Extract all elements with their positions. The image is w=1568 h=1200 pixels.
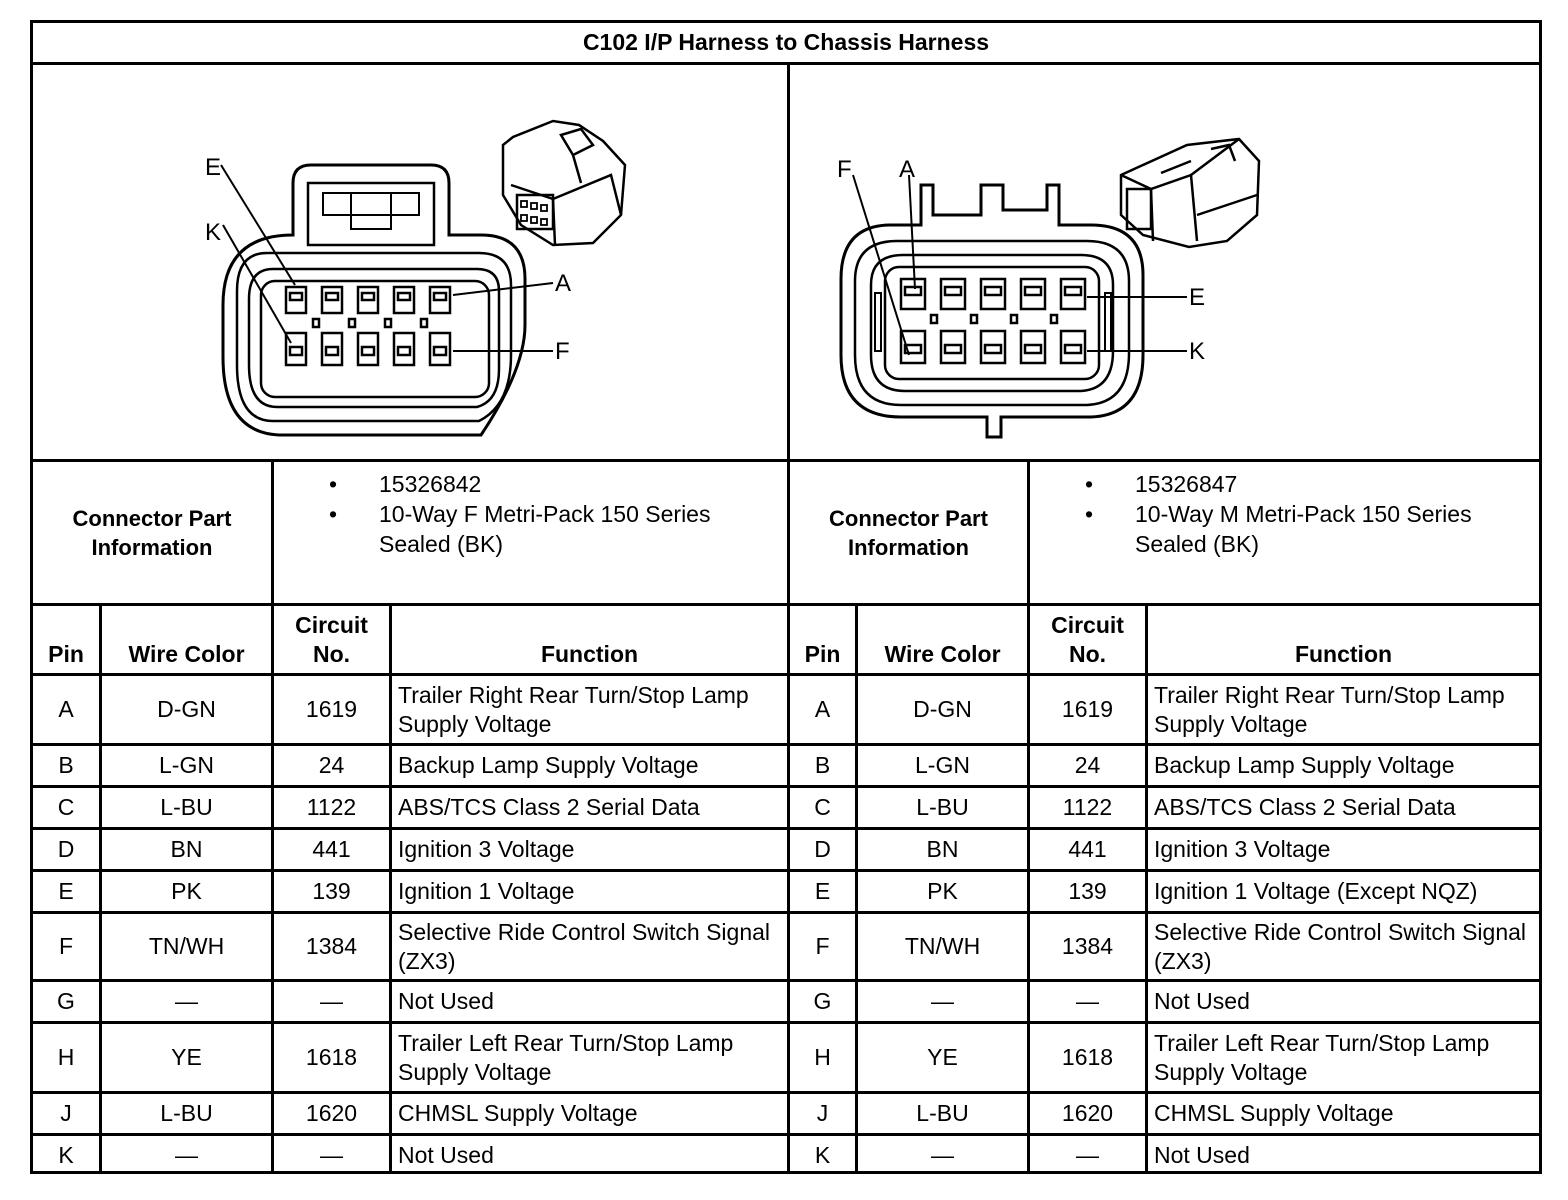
left-connector-diagram (33, 65, 788, 461)
wire-color-cell: PK (171, 878, 202, 904)
function-cell: Backup Lamp Supply Voltage (398, 752, 699, 778)
function-cell: Ignition 3 Voltage (1154, 836, 1331, 862)
function-cell: Not Used (1154, 1141, 1250, 1168)
pin-cell: D (814, 836, 831, 862)
pin-cell: F (815, 933, 830, 959)
function-cell: Trailer Right Rear Turn/Stop Lamp Supply Voltage (1154, 681, 1505, 737)
connector-body-outline (841, 185, 1143, 437)
circuit-cell: 1384 (305, 933, 358, 959)
function-cell: Trailer Left Rear Turn/Stop Lamp Supply Voltage (1154, 1029, 1490, 1085)
wire-color-cell: YE (171, 1044, 202, 1070)
pin-cell: A (814, 696, 831, 722)
wire-color-cell: BN (926, 836, 959, 862)
wire-color-cell: L-BU (160, 794, 213, 820)
circuit-cell: 1619 (305, 696, 358, 722)
wire-color-cell: — (931, 988, 954, 1014)
bullet-icon: • (1085, 471, 1094, 497)
circuit-cell: 441 (1068, 836, 1107, 862)
circuit-cell: — (320, 1141, 343, 1168)
wire-color-cell: D-GN (913, 696, 972, 722)
pin-label-e: E (1189, 284, 1206, 311)
pin-cell: K (58, 1141, 74, 1168)
connector-part-info-list (329, 469, 769, 559)
part-number-text: 15326847 (1135, 471, 1238, 497)
bullet-icon: • (1085, 501, 1094, 527)
function-cell: CHMSL Supply Voltage (398, 1100, 638, 1126)
function-cell: ABS/TCS Class 2 Serial Data (398, 794, 700, 820)
pin-cell: K (814, 1141, 831, 1168)
wire-color-cell: TN/WH (148, 933, 225, 959)
circuit-cell: 1122 (1062, 794, 1113, 820)
pin-label-a: A (899, 156, 916, 183)
divider (271, 459, 274, 605)
part-description (329, 499, 769, 559)
circuit-cell: 441 (312, 836, 351, 862)
header-function: Function (1294, 641, 1393, 667)
connector-part-info-label: Connector Part Information (829, 505, 988, 560)
divider (1027, 459, 1030, 605)
pin-cell: B (814, 752, 831, 778)
pin-cell: B (58, 752, 74, 778)
connector-document (30, 20, 1542, 1174)
connector-3d-icon (1121, 139, 1259, 247)
function-cell: ABS/TCS Class 2 Serial Data (1154, 794, 1456, 820)
pin-cell: E (814, 878, 831, 904)
circuit-cell: — (1076, 1141, 1099, 1168)
wire-color-cell: TN/WH (904, 933, 981, 959)
function-cell: Not Used (398, 1141, 494, 1168)
wire-color-cell: BN (170, 836, 203, 862)
part-number-text: 15326842 (379, 471, 482, 497)
wire-color-cell: YE (927, 1044, 958, 1070)
pin-cell: G (57, 988, 75, 1014)
document-title: C102 I/P Harness to Chassis Harness (33, 23, 1539, 65)
wire-color-cell: L-BU (916, 794, 969, 820)
function-cell: Trailer Left Rear Turn/Stop Lamp Supply Voltage (398, 1029, 734, 1085)
function-cell: Ignition 1 Voltage (Except NQZ) (1154, 878, 1478, 904)
circuit-cell: 1619 (1061, 696, 1114, 722)
header-function: Function (540, 641, 639, 667)
circuit-cell: 1620 (1061, 1100, 1114, 1126)
header-pin: Pin (48, 641, 84, 667)
pin-cell: C (814, 794, 831, 820)
pin-label-a: A (555, 270, 572, 297)
pin-cell: E (58, 878, 74, 904)
pin-label-k: K (1189, 338, 1206, 365)
part-number (329, 469, 769, 499)
header-wire-color: Wire Color (128, 641, 245, 667)
pin-label-k: K (205, 219, 222, 246)
wire-color-cell: — (175, 988, 198, 1014)
circuit-cell: 1618 (1061, 1044, 1114, 1070)
pin-cell: G (813, 988, 832, 1014)
function-cell: Selective Ride Control Switch Signal (ZX3) (398, 918, 771, 974)
function-cell: Ignition 3 Voltage (398, 836, 575, 862)
pin-label-e: E (205, 154, 222, 181)
pin-cell: H (57, 1044, 75, 1070)
function-cell: Selective Ride Control Switch Signal (ZX3) (1154, 918, 1527, 974)
connector-part-info-label: Connector Part Information (72, 505, 232, 560)
circuit-cell: 1122 (306, 794, 357, 820)
circuit-cell: 24 (1074, 752, 1101, 778)
circuit-cell: 139 (1068, 878, 1107, 904)
wire-color-cell: L-BU (916, 1100, 969, 1126)
wire-color-cell: L-GN (159, 752, 214, 778)
bullet-icon: • (329, 501, 338, 527)
wire-color-cell: — (931, 1141, 954, 1168)
header-circuit-no: Circuit No. (1051, 612, 1124, 667)
pin-cell: A (58, 696, 74, 722)
circuit-cell: 1620 (305, 1100, 358, 1126)
wire-color-cell: — (175, 1141, 198, 1168)
function-cell: Not Used (1154, 988, 1250, 1014)
circuit-cell: — (320, 988, 343, 1014)
function-cell: Backup Lamp Supply Voltage (1154, 752, 1455, 778)
part-description-text: 10-Way M Metri-Pack 150 Series Sealed (BK) (1135, 501, 1472, 557)
circuit-cell: 1384 (1061, 933, 1114, 959)
pin-cell: D (57, 836, 75, 862)
part-number (1085, 469, 1525, 499)
connector-part-info-list (1085, 469, 1525, 559)
circuit-cell: 1618 (305, 1044, 358, 1070)
pin-label-f: F (837, 156, 852, 183)
function-cell: Ignition 1 Voltage (398, 878, 575, 904)
wire-color-cell: L-GN (915, 752, 970, 778)
function-cell: Trailer Right Rear Turn/Stop Lamp Supply Voltage (398, 681, 749, 737)
right-connector-diagram (791, 65, 1542, 461)
wire-color-cell: PK (927, 878, 958, 904)
part-description (1085, 499, 1525, 559)
header-wire-color: Wire Color (884, 641, 1001, 667)
pin-cell: H (814, 1044, 831, 1070)
connector-3d-icon (503, 121, 625, 245)
circuit-cell: 139 (312, 878, 351, 904)
part-description-text: 10-Way F Metri-Pack 150 Series Sealed (BK) (379, 501, 711, 557)
pin-cell: F (58, 933, 74, 959)
header-pin: Pin (804, 641, 841, 667)
wire-color-cell: L-BU (160, 1100, 213, 1126)
wire-color-cell: D-GN (157, 696, 216, 722)
header-circuit-no: Circuit No. (295, 612, 368, 667)
pin-label-f: F (555, 338, 570, 365)
pin-cell: C (57, 794, 75, 820)
circuit-cell: — (1076, 988, 1099, 1014)
pin-cell: J (60, 1100, 72, 1126)
function-cell: CHMSL Supply Voltage (1154, 1100, 1394, 1126)
pin-cell: J (816, 1100, 829, 1126)
function-cell: Not Used (398, 988, 494, 1014)
bullet-icon: • (329, 471, 338, 497)
circuit-cell: 24 (318, 752, 345, 778)
